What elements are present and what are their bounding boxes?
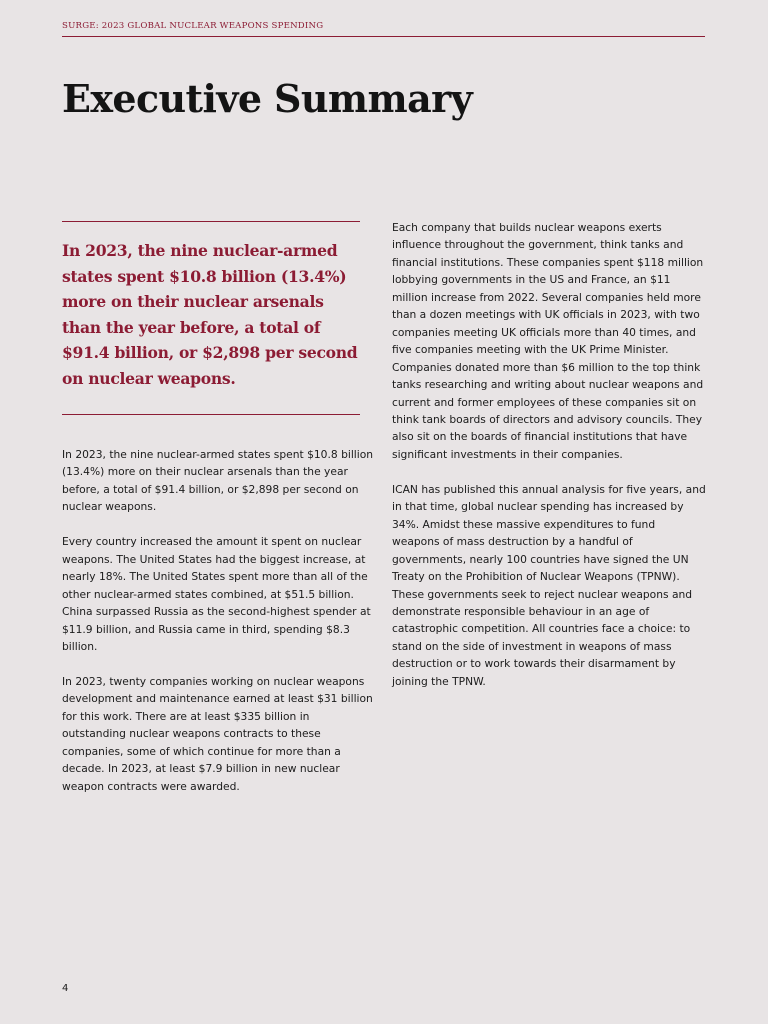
pull-quote: In 2023, the nine nuclear-armed states spent $10.8 billion (13.4%) more on their nuclear arsenals than the year before, a total of $91.4 billion, or $2,898 per second on nuclear weapons. <box>62 241 358 388</box>
body-paragraph: In 2023, twenty companies working on nuclear weapons development and maintenance earned at least $31 billion for this work. There are at least $335 billion in outstanding nuclear weapons contracts to these companies, some of which continue for more than a decade. In 2023, at least $7.9 billion in new nuclear weapon contracts were awarded. <box>62 674 373 793</box>
body-paragraph: ICAN has published this annual analysis for five years, and in that time, global nuclear spending has increased by 34%. Amidst these massive expenditures to fund weapons of mass destruction by a handful of governments, nearly 100 countries have signed the UN Treaty on the Prohibition of Nuclear Weapons (TPNW). These governments seek to reject nuclear weapons and demonstrate responsible behaviour in an age of catastrophic competition. All countries face a choice: to stand on the side of investment in weapons of mass destruction or to work towards their disarmament by joining the TPNW. <box>392 482 706 688</box>
page-number: 4 <box>62 983 69 994</box>
pull-quote-top-divider <box>62 221 360 222</box>
header-divider <box>62 36 705 37</box>
body-paragraph: In 2023, the nine nuclear-armed states spent $10.8 billion (13.4%) more on their nuclear arsenals than the year before, a total of $91.4 billion, or $2,898 per second on nuclear weapons. <box>62 448 374 514</box>
page-title: Executive Summary <box>62 76 473 121</box>
body-paragraph: Each company that builds nuclear weapons exerts influence throughout the government, think tanks and financial institutions. These companies spent $118 million lobbying governments in the US and France, an $11 million increase from 2022. Several companies held more than a dozen meetings with UK officials in 2023, with two companies meeting UK officials more than 40 times, and five companies meeting with the UK Prime Minister. Companies donated more than $6 million to the top think tanks researching and writing about nuclear weapons and current and former employees of these companies sit on think tank boards of directors and advisory councils. They also sit on the boards of financial institutions that have significant investments in their companies. <box>392 221 704 461</box>
body-paragraph: Every country increased the amount it spent on nuclear weapons. The United States had the biggest increase, at nearly 18%. The United States spent more than all of the other nuclear-armed states combined, at $51.5 billion. China surpassed Russia as the second-highest spender at $11.9 billion, and Russia came in third, spending $8.3 billion. <box>62 535 371 653</box>
pull-quote-bottom-divider <box>62 414 360 415</box>
right-column <box>392 219 706 708</box>
running-header: SURGE: 2023 GLOBAL NUCLEAR WEAPONS SPENDING <box>62 21 324 31</box>
left-column <box>62 446 374 812</box>
